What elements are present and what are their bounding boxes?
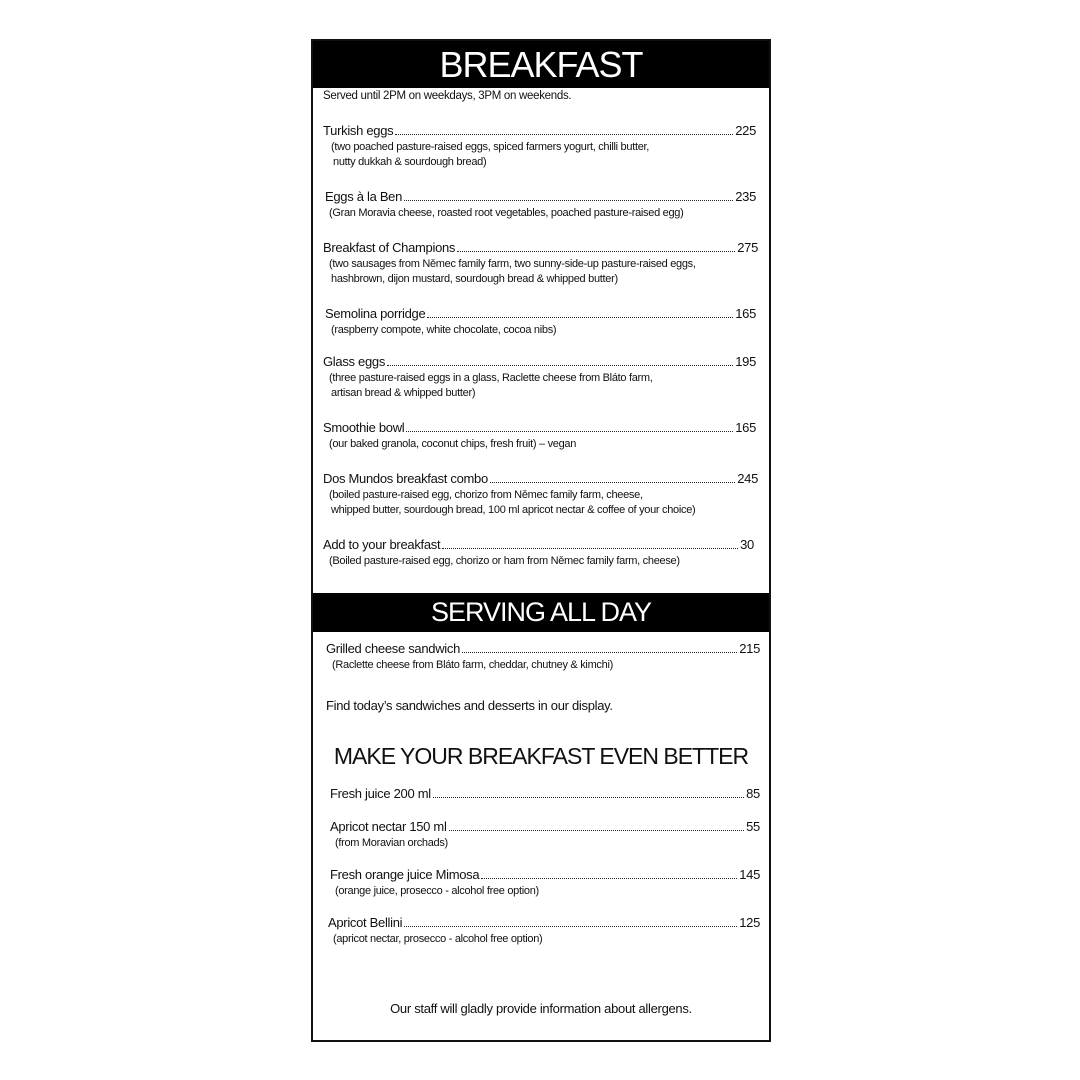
menu-item xyxy=(323,420,756,452)
all-day-header xyxy=(313,593,769,632)
leader-dots xyxy=(457,250,735,252)
item-price: 215 xyxy=(739,641,760,656)
item-price: 30 xyxy=(740,537,754,552)
menu-item xyxy=(323,354,756,401)
leader-dots xyxy=(395,133,733,135)
allergen-note: Our staff will gladly provide information about allergens. xyxy=(390,1001,692,1016)
item-description: (from Moravian orchads) xyxy=(335,837,448,849)
display-note: Find today’s sandwiches and desserts in our display. xyxy=(326,698,613,713)
menu-item xyxy=(330,819,760,851)
item-price: 245 xyxy=(737,471,758,486)
item-price: 235 xyxy=(735,189,756,204)
item-description: (apricot nectar, prosecco - alcohol free option) xyxy=(333,933,543,945)
item-description: (Gran Moravia cheese, roasted root vegetables, poached pasture-raised egg) xyxy=(329,207,684,219)
item-name: Eggs à la Ben xyxy=(325,189,403,204)
item-description: hashbrown, dijon mustard, sourdough bread & whipped butter) xyxy=(331,273,618,285)
item-name: Semolina porridge xyxy=(325,306,426,321)
breakfast-hours-note: Served until 2PM on weekdays, 3PM on weekends. xyxy=(323,90,572,102)
menu-item xyxy=(323,240,758,287)
item-price: 225 xyxy=(735,123,756,138)
item-price: 145 xyxy=(739,867,760,882)
item-name: Apricot Bellini xyxy=(328,915,403,930)
menu-item xyxy=(323,537,754,569)
leader-dots xyxy=(404,199,733,201)
menu-item xyxy=(325,306,756,338)
breakfast-header xyxy=(313,41,769,88)
leader-dots xyxy=(404,925,737,927)
extras-heading: MAKE YOUR BREAKFAST EVEN BETTER xyxy=(333,743,749,769)
leader-dots xyxy=(462,651,737,653)
leader-dots xyxy=(490,481,735,483)
item-description: (boiled pasture-raised egg, chorizo from Němec family farm, cheese, xyxy=(329,489,643,501)
leader-dots xyxy=(449,829,745,831)
item-name: Dos Mundos breakfast combo xyxy=(323,471,488,486)
item-name: Smoothie bowl xyxy=(323,420,405,435)
menu-item xyxy=(326,641,760,673)
item-name: Apricot nectar 150 ml xyxy=(330,819,447,834)
item-price: 195 xyxy=(735,354,756,369)
item-description: artisan bread & whipped butter) xyxy=(331,387,476,399)
item-description: (three pasture-raised eggs in a glass, Raclette cheese from Bláto farm, xyxy=(329,372,653,384)
item-price: 165 xyxy=(735,306,756,321)
item-price: 125 xyxy=(739,915,760,930)
item-name: Add to your breakfast xyxy=(323,537,441,552)
item-name: Breakfast of Champions xyxy=(323,240,456,255)
menu-item xyxy=(323,123,756,170)
leader-dots xyxy=(427,316,733,318)
menu-item xyxy=(323,471,758,518)
leader-dots xyxy=(481,877,737,879)
item-price: 165 xyxy=(735,420,756,435)
item-description: (orange juice, prosecco - alcohol free option) xyxy=(335,885,539,897)
leader-dots xyxy=(387,364,733,366)
breakfast-title: BREAKFAST xyxy=(439,44,643,85)
item-description: nutty dukkah & sourdough bread) xyxy=(333,156,487,168)
leader-dots xyxy=(433,796,744,798)
item-name: Fresh juice 200 ml xyxy=(330,786,431,801)
menu-card xyxy=(311,39,771,1042)
menu-item xyxy=(330,786,760,803)
item-name: Glass eggs xyxy=(323,354,386,369)
item-price: 85 xyxy=(746,786,760,801)
item-price: 55 xyxy=(746,819,760,834)
item-price: 275 xyxy=(737,240,758,255)
item-description: (two poached pasture-raised eggs, spiced farmers yogurt, chilli butter, xyxy=(331,141,650,153)
leader-dots xyxy=(442,547,738,549)
item-description: (raspberry compote, white chocolate, cocoa nibs) xyxy=(331,324,557,336)
menu-item xyxy=(330,867,760,899)
item-name: Grilled cheese sandwich xyxy=(326,641,461,656)
item-description: (our baked granola, coconut chips, fresh fruit) – vegan xyxy=(329,438,577,450)
menu-item xyxy=(325,189,756,221)
leader-dots xyxy=(406,430,733,432)
menu-item xyxy=(328,915,760,947)
item-name: Turkish eggs xyxy=(323,123,394,138)
item-name: Fresh orange juice Mimosa xyxy=(330,867,480,882)
item-description: whipped butter, sourdough bread, 100 ml apricot nectar & coffee of your choice) xyxy=(331,504,696,516)
item-description: (Boiled pasture-raised egg, chorizo or ham from Němec family farm, cheese) xyxy=(329,555,680,567)
all-day-title: SERVING ALL DAY xyxy=(430,597,652,627)
item-description: (Raclette cheese from Bláto farm, cheddar, chutney & kimchi) xyxy=(332,659,613,671)
item-description: (two sausages from Němec family farm, two sunny-side-up pasture-raised eggs, xyxy=(329,258,696,270)
